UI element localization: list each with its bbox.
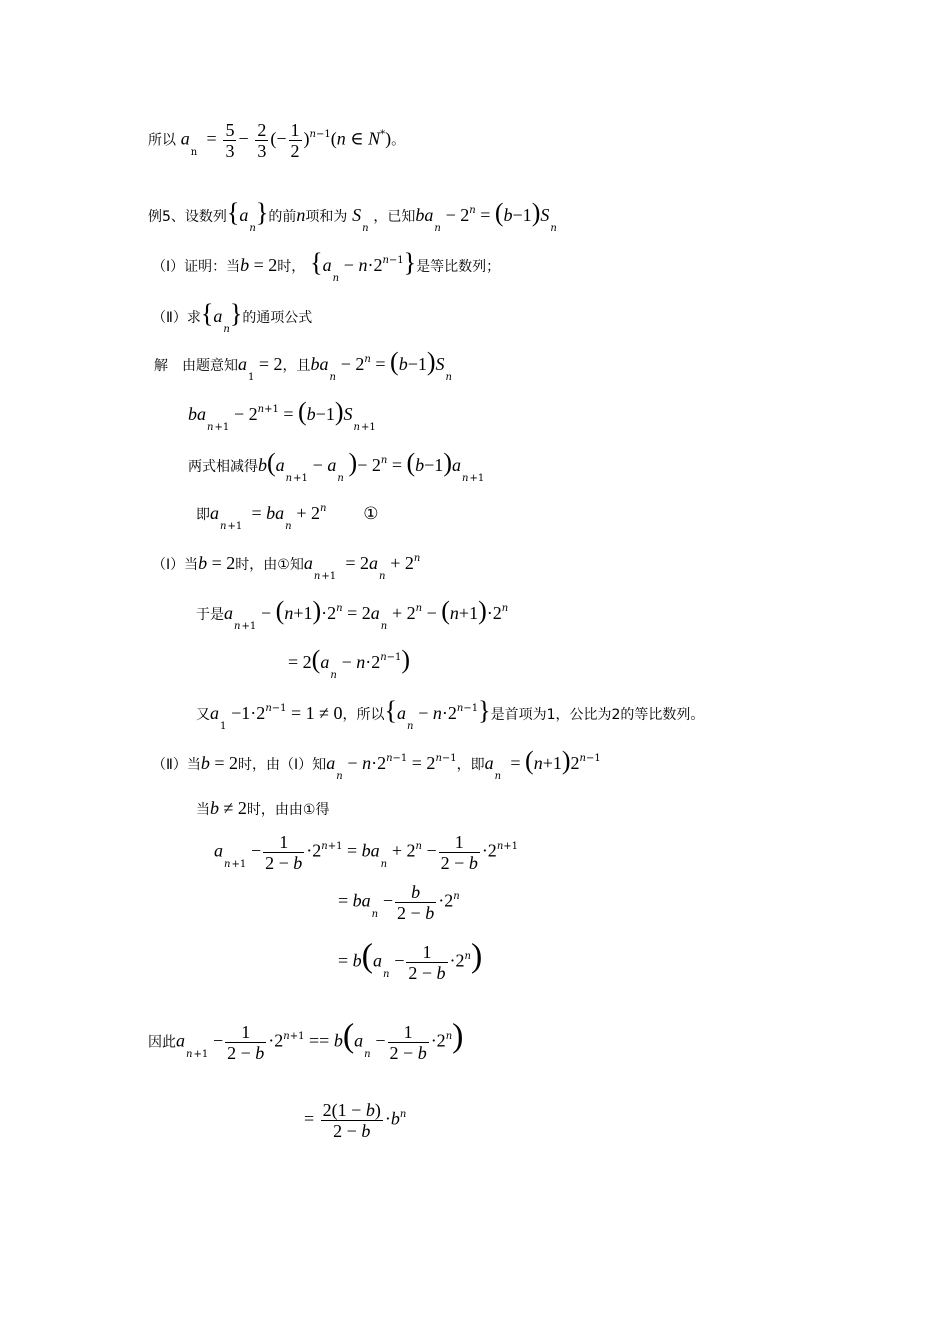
solution-line-1: 解 由题意知$a_1 = 2$，且$ba_n - 2^n = (b-1)S_n$ <box>154 347 452 383</box>
case-3-line-3: = $ba_n$ − $\frac{b}{2 - b}$ $\cdot 2^n$ <box>338 882 460 923</box>
conclusion-line-2: = $\frac{2(1 - b)}{2 - b}$ $\cdot b^n$ <box>304 1100 407 1141</box>
case-1-line-4: 又$a_1 -1\cdot 2^{n-1} = 1 \ne 0$，所以$\{a_n - n\cdot 2^{n-1}\}$是首项为1，公比为2的等比数列。 <box>196 696 705 732</box>
solution-line-3: 两式相减得$b(a_{n+1} - a_n$ )− $2^n = (b-1)a_{n+1}$ <box>188 448 485 484</box>
part-1-statement: （Ⅰ）证明：当b = 2时， $\{a_n - n\cdot 2^{n-1}\}$是等比数列； <box>152 248 501 284</box>
case-2-line-1: （Ⅱ）当b = 2时，由（Ⅰ）知$a_n - n\cdot 2^{n-1} = 2^{n-1}$，即$a_n = (n+1)2^{n-1}$ <box>152 746 601 782</box>
case-3-line-1: 当b ≠ 2时，由由①得 <box>196 798 330 818</box>
case-1-line-3: = $2(a_n - n\cdot 2^{n-1})$ <box>288 645 411 681</box>
case-1-line-1: （Ⅰ）当b = 2时，由①知$a_{n+1} = 2a_n + 2^n$ <box>152 553 421 582</box>
marker-circle-1: ① <box>363 504 379 524</box>
case-1-line-2: 于是$a_{n+1} - (n+1)\cdot 2^n = 2a_n + 2^n - (n+1)\cdot 2^n$ <box>196 596 509 632</box>
part-2-statement: （Ⅱ）求$\{a_n\}$的通项公式 <box>152 299 313 335</box>
text-suoyi: 所以 <box>148 132 176 149</box>
solution-line-4: 即$a_{n+1} = ba_n + 2^n$ ① <box>196 503 379 532</box>
case-3-line-2: $a_{n+1}$ − $\frac{1}{2 - b}$ $\cdot 2^{n+1} = ba_n + 2^n$ − $\frac{1}{2 - b}$ $\cdot 2^{n+1}$ <box>214 832 519 873</box>
solution-line-2: $ba_{n+1} - 2^{n+1} = (b-1)S_{n+1}$ <box>188 397 376 433</box>
conclusion-line-1: 因此$a_{n+1}$ − $\frac{1}{2 - b}$ $\cdot 2^{n+1} == b(a_n$ − $\frac{1}{2 - b}$ $\cdot 2^n$) <box>148 1017 464 1063</box>
case-3-line-4: = $b(a_n$ − $\frac{1}{2 - b}$ $\cdot 2^n$) <box>338 937 483 983</box>
example-5-heading: 例5、设数列$\{a_n\}$的前n项和为 $S_n$ ，已知$ba_n - 2^n = (b-1)S_n$ <box>148 198 557 234</box>
formula-line-1: 所以 $a_n$ = $\frac{5}{3}$ − $\frac{2}{3}$ (− $\frac{1}{2}$ )$^{n-1}$(n ∈ N*)。 <box>148 120 406 161</box>
